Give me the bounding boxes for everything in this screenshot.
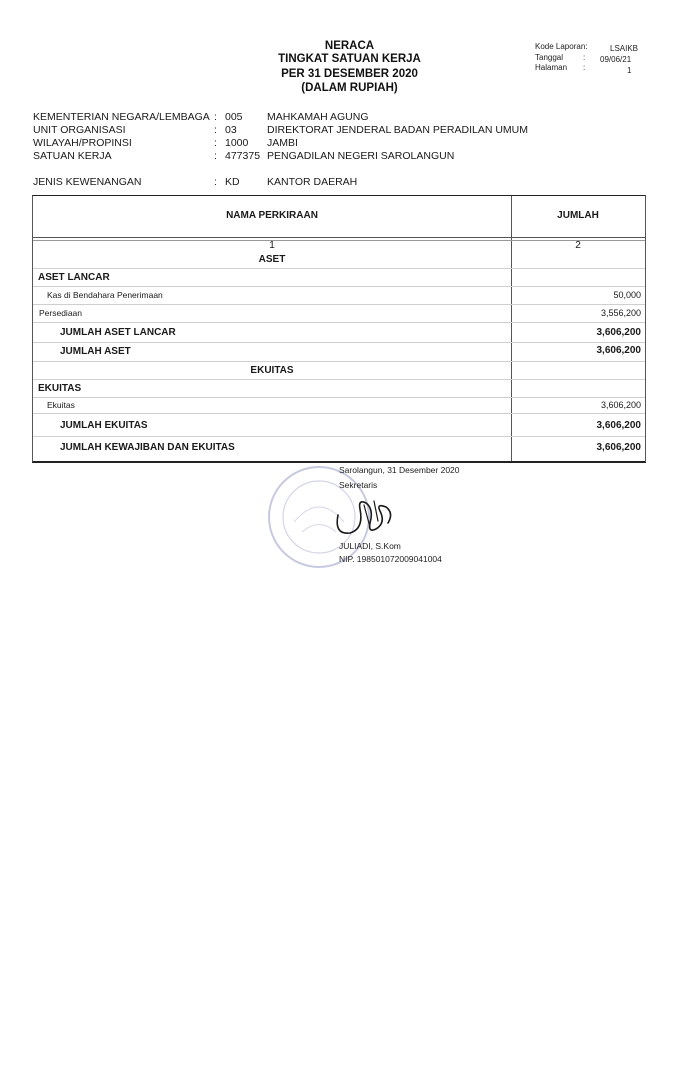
row-label: EKUITAS [250, 365, 294, 376]
info-code: 005 [225, 111, 243, 123]
kode-laporan-value: LSAIKB [610, 44, 639, 53]
row-label: JUMLAH EKUITAS [60, 420, 148, 431]
info-name: DIREKTORAT JENDERAL BADAN PERADILAN UMUM [267, 124, 528, 136]
info-label: KEMENTERIAN NEGARA/LEMBAGA [33, 111, 210, 123]
kode-laporan-label: Kode Laporan: [535, 42, 588, 51]
row-value: 3,606,200 [596, 327, 641, 338]
info-row-wilayah: WILAYAH/PROPINSI : 1000 JAMBI [33, 137, 298, 149]
sign-position: Sekretaris [339, 480, 378, 490]
table-row [33, 398, 645, 414]
halaman-label: Halaman [535, 63, 568, 72]
table-row [33, 343, 645, 362]
row-label: Ekuitas [47, 400, 75, 410]
report-subtitle: TINGKAT SATUAN KERJA [278, 53, 421, 65]
row-label: JUMLAH ASET LANCAR [60, 327, 176, 338]
report-period: PER 31 DESEMBER 2020 [281, 68, 418, 80]
balance-sheet-table [32, 195, 646, 463]
row-value: 3,606,200 [596, 420, 641, 431]
info-name: MAHKAMAH AGUNG [267, 111, 369, 123]
col-number-2: 2 [575, 240, 581, 251]
info-row-kementerian: KEMENTERIAN NEGARA/LEMBAGA : 005 MAHKAMAH AGUNG [33, 111, 369, 123]
row-label: EKUITAS [38, 383, 82, 394]
halaman-colon: : [583, 63, 586, 72]
info-row-kewenangan: JENIS KEWENANGAN : KD KANTOR DAERAH [33, 176, 358, 188]
row-value: 3,606,200 [596, 345, 641, 356]
row-label: ASET [258, 254, 286, 265]
info-label: UNIT ORGANISASI [33, 124, 126, 136]
info-code: 1000 [225, 137, 249, 149]
info-name: PENGADILAN NEGERI SAROLANGUN [267, 150, 455, 162]
report-title: NERACA [324, 40, 375, 52]
row-label: ASET LANCAR [38, 272, 110, 283]
row-value: 3,606,200 [596, 442, 641, 453]
info-row-satker: SATUAN KERJA : 477375 PENGADILAN NEGERI SAROLANGUN [33, 150, 455, 162]
table-row [33, 269, 645, 287]
signer-nip: NIP. 198501072009041004 [339, 554, 442, 564]
col-header-jumlah: JUMLAH [557, 210, 599, 221]
info-name: KANTOR DAERAH [267, 176, 358, 188]
col-number-1: 1 [269, 240, 275, 251]
table-row [33, 362, 645, 380]
col-header-nama-perkiraan: NAMA PERKIRAAN [226, 210, 318, 221]
info-label: JENIS KEWENANGAN [33, 176, 142, 188]
row-label: Persediaan [39, 308, 83, 318]
sign-place-date: Sarolangun, 31 Desember 2020 [339, 465, 460, 475]
table-row [33, 305, 645, 323]
handwritten-signature [330, 493, 400, 541]
info-label: WILAYAH/PROPINSI [33, 137, 132, 149]
table-row [33, 380, 645, 398]
row-value: 3,606,200 [600, 400, 641, 410]
table-row [33, 437, 645, 459]
row-label: JUMLAH ASET [60, 346, 131, 357]
table-row [33, 414, 645, 437]
info-code: 477375 [225, 150, 261, 162]
signer-name: JULIADI, S.Kom [339, 541, 401, 551]
report-currency: (DALAM RUPIAH) [301, 82, 398, 94]
table-row [33, 287, 645, 305]
row-label: Kas di Bendahara Penerimaan [47, 290, 163, 300]
tanggal-value: 09/06/21 [600, 55, 632, 64]
info-name: JAMBI [267, 137, 298, 149]
header-divider [33, 237, 645, 238]
row-value: 50,000 [613, 290, 641, 300]
info-code: 03 [225, 124, 237, 136]
halaman-value: 1 [627, 66, 632, 75]
row-value: 3,556,200 [600, 308, 641, 318]
table-row [33, 323, 645, 343]
info-code: KD [225, 176, 240, 188]
table-row [33, 251, 645, 269]
info-label: SATUAN KERJA [33, 150, 112, 162]
tanggal-colon: : [583, 53, 586, 62]
info-row-unit: UNIT ORGANISASI : 03 DIREKTORAT JENDERAL BADAN PERADILAN UMUM [33, 124, 528, 136]
row-label: JUMLAH KEWAJIBAN DAN EKUITAS [60, 442, 235, 453]
tanggal-label: Tanggal [535, 53, 564, 62]
